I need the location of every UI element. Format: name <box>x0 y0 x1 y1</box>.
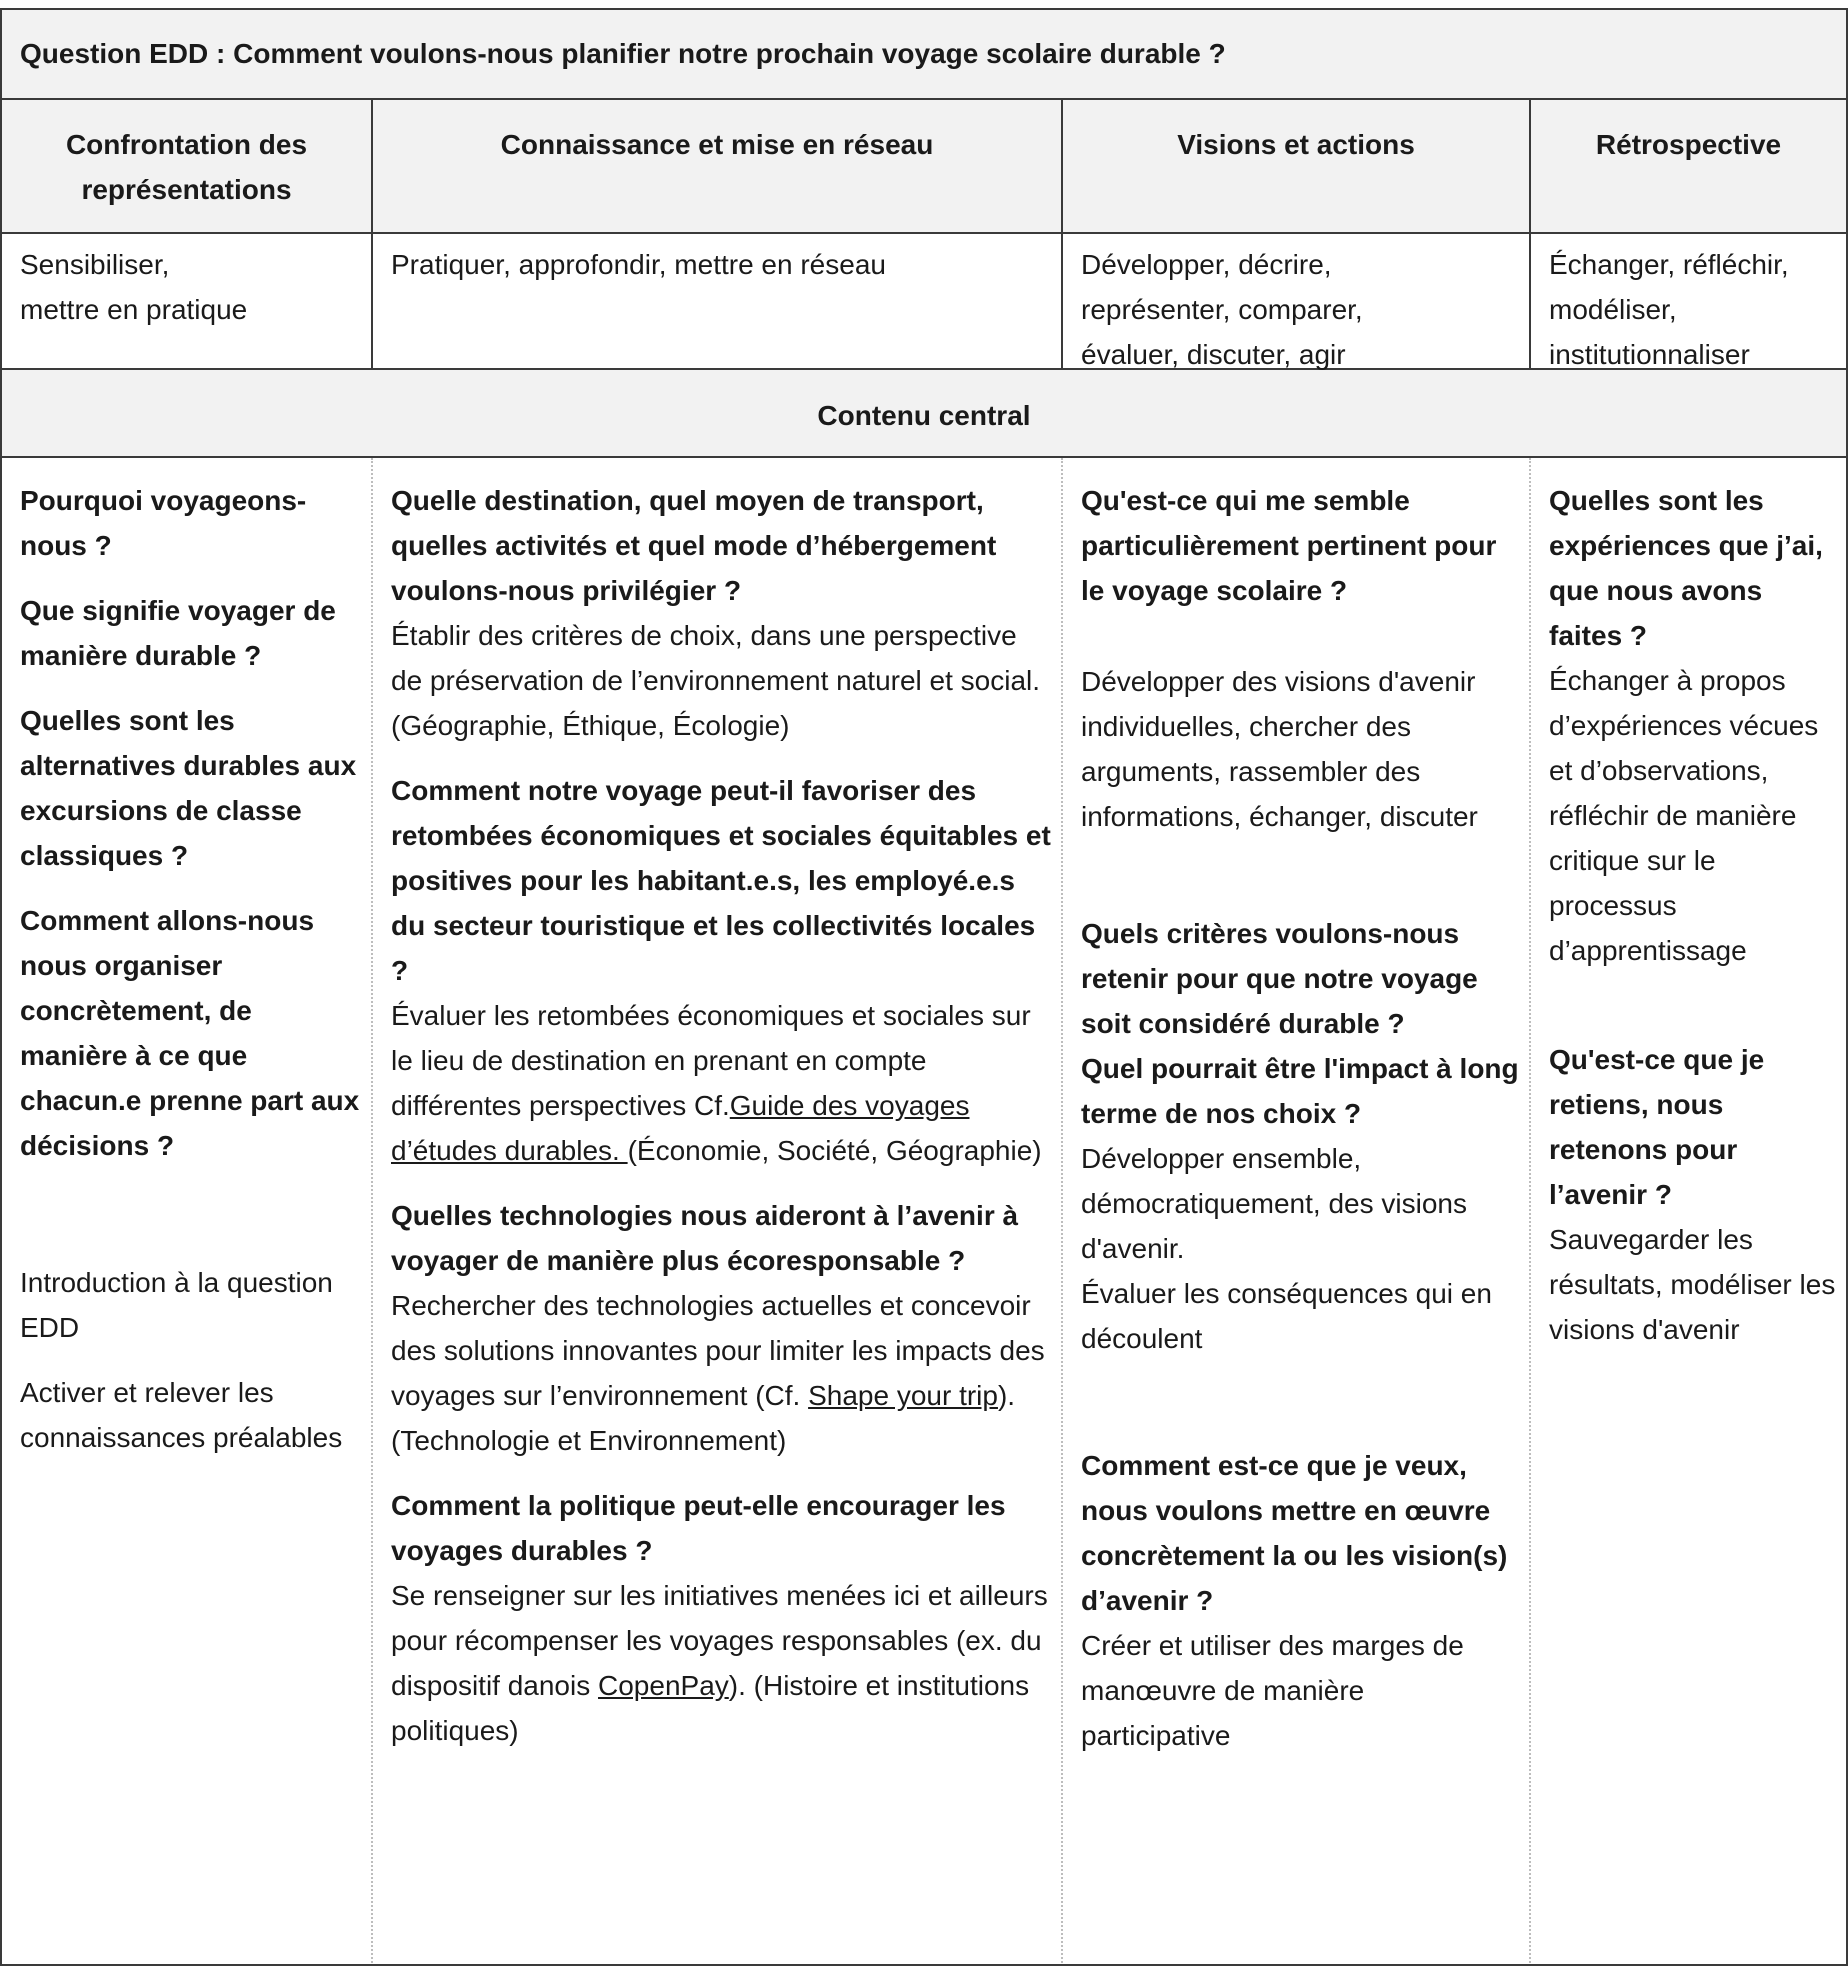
question-economic-benefits: Comment notre voyage peut-il favoriser des retombées économiques et sociales équitables et positives pour les habitant.e.s, les employé.e.s du secteur touristique et les collectivités locales ? <box>391 775 1051 986</box>
header-confrontation: Confrontation des représentations <box>65 129 308 205</box>
verbs-cell-3 <box>1061 234 1529 368</box>
text-technologies <box>391 1283 1051 1463</box>
central-content-row <box>2 370 1846 458</box>
header-cell-retrospective <box>1529 100 1846 232</box>
text-introduction: Introduction à la question EDD <box>20 1267 333 1343</box>
phase-header-row <box>2 100 1846 234</box>
question-organisation: Comment allons-nous nous organiser concrètement, de manière à ce que chacun.e prenne part aux décisions ? <box>20 905 360 1161</box>
text-politics-pre: Se renseigner sur les initiatives menées ici et ailleurs pour récompenser les voyages responsables (ex. du dispositif danois <box>391 1580 1048 1701</box>
verbs-cell-1 <box>2 234 371 368</box>
verbs-row <box>2 234 1846 370</box>
text-individual-visions: Développer des visions d'avenir individuelles, chercher des arguments, rassembler des informations, échanger, discuter <box>1081 666 1478 832</box>
content-cell-retrospective <box>1529 458 1846 1966</box>
title-row <box>2 10 1846 100</box>
header-cell-visions <box>1061 100 1529 232</box>
content-cell-visions <box>1061 458 1529 1966</box>
question-experiences: Quelles sont les expériences que j’ai, que nous avons faites ? <box>1549 485 1823 651</box>
header-retrospective: Rétrospective <box>1595 129 1782 160</box>
text-participative: Créer et utiliser des marges de manœuvre de manière participative <box>1081 1630 1464 1751</box>
content-cell-connaissance <box>371 458 1061 1966</box>
text-tech-post: ). (Technologie et Environnement) <box>391 1380 1016 1456</box>
question-politics: Comment la politique peut-elle encourager les voyages durables ? <box>391 1490 1006 1566</box>
link-copenpay[interactable]: CopenPay <box>598 1670 729 1701</box>
edd-planning-table <box>0 8 1848 1966</box>
text-tech-pre: Rechercher des technologies actuelles et concevoir des solutions innovantes pour limiter les impacts des voyages sur l’environnement (Cf. <box>391 1290 1045 1411</box>
question-destination: Quelle destination, quel moyen de transport, quelles activités et quel mode d’hébergement voulons-nous privilégier ? <box>391 485 997 606</box>
text-exchange-experiences: Échanger à propos d’expériences vécues et d’observations, réfléchir de manière critique sur le processus d’apprentissage <box>1549 665 1819 966</box>
text-politics <box>391 1573 1051 1753</box>
verbs-retrospective: Échanger, réfléchir, modéliser, institutionnaliser <box>1549 249 1789 370</box>
question-retain: Qu'est-ce que je retiens, nous retenons pour l’avenir ? <box>1549 1044 1765 1210</box>
verbs-cell-4 <box>1529 234 1846 368</box>
verbs-confrontation: Sensibiliser, mettre en pratique <box>20 249 248 325</box>
content-row <box>2 458 1846 1966</box>
verbs-connaissance: Pratiquer, approfondir, mettre en réseau <box>391 249 886 280</box>
text-evaluate-consequences: Évaluer les conséquences qui en découlent <box>1081 1278 1492 1354</box>
verbs-visions: Développer, décrire, représenter, comparer, évaluer, discuter, agir <box>1081 249 1363 370</box>
question-relevance: Qu'est-ce qui me semble particulièrement pertinent pour le voyage scolaire ? <box>1081 485 1497 606</box>
link-guide-voyages[interactable]: Guide des voyages d’études durables. <box>391 1090 970 1166</box>
link-shape-your-trip[interactable]: Shape your trip <box>808 1380 998 1411</box>
header-cell-connaissance <box>371 100 1061 232</box>
text-develop-together: Développer ensemble, démocratiquement, des visions d'avenir. <box>1081 1143 1467 1264</box>
question-implementation: Comment est-ce que je veux, nous voulons mettre en œuvre concrètement la ou les vision(s) d’avenir ? <box>1081 1450 1508 1616</box>
header-connaissance: Connaissance et mise en réseau <box>500 129 934 160</box>
content-cell-confrontation <box>2 458 371 1966</box>
verbs-cell-2 <box>371 234 1061 368</box>
table-title: Question EDD : Comment voulons-nous planifier notre prochain voyage scolaire durable ? <box>20 38 1226 69</box>
text-politics-post: ). (Histoire et institutions politiques) <box>391 1670 1030 1746</box>
question-criteria: Quels critères voulons-nous retenir pour que notre voyage soit considéré durable ? <box>1081 918 1478 1039</box>
question-long-term-impact: Quel pourrait être l'impact à long terme de nos choix ? <box>1081 1053 1519 1129</box>
text-economic-evaluation <box>391 993 1051 1173</box>
header-cell-confrontation <box>2 100 371 232</box>
header-visions: Visions et actions <box>1177 129 1415 160</box>
question-alternatives: Quelles sont les alternatives durables aux excursions de classe classiques ? <box>20 705 357 871</box>
text-economic-pre: Évaluer les retombées économiques et sociales sur le lieu de destination en prenant en compte différentes perspectives Cf. <box>391 1000 1031 1121</box>
central-content-title: Contenu central <box>817 400 1031 431</box>
text-economic-post: (Économie, Société, Géographie) <box>627 1135 1042 1166</box>
question-why-travel: Pourquoi voyageons-nous ? <box>20 485 307 561</box>
question-sustainable-meaning: Que signifie voyager de manière durable ? <box>20 595 336 671</box>
text-save-results: Sauvegarder les résultats, modéliser les visions d'avenir <box>1549 1224 1836 1345</box>
text-prior-knowledge: Activer et relever les connaissances préalables <box>20 1377 343 1453</box>
question-technologies: Quelles technologies nous aideront à l’avenir à voyager de manière plus écoresponsable ? <box>391 1200 1019 1276</box>
text-criteria: Établir des critères de choix, dans une perspective de préservation de l’environnement naturel et social. (Géographie, Éthique, Écologie) <box>391 620 1041 741</box>
